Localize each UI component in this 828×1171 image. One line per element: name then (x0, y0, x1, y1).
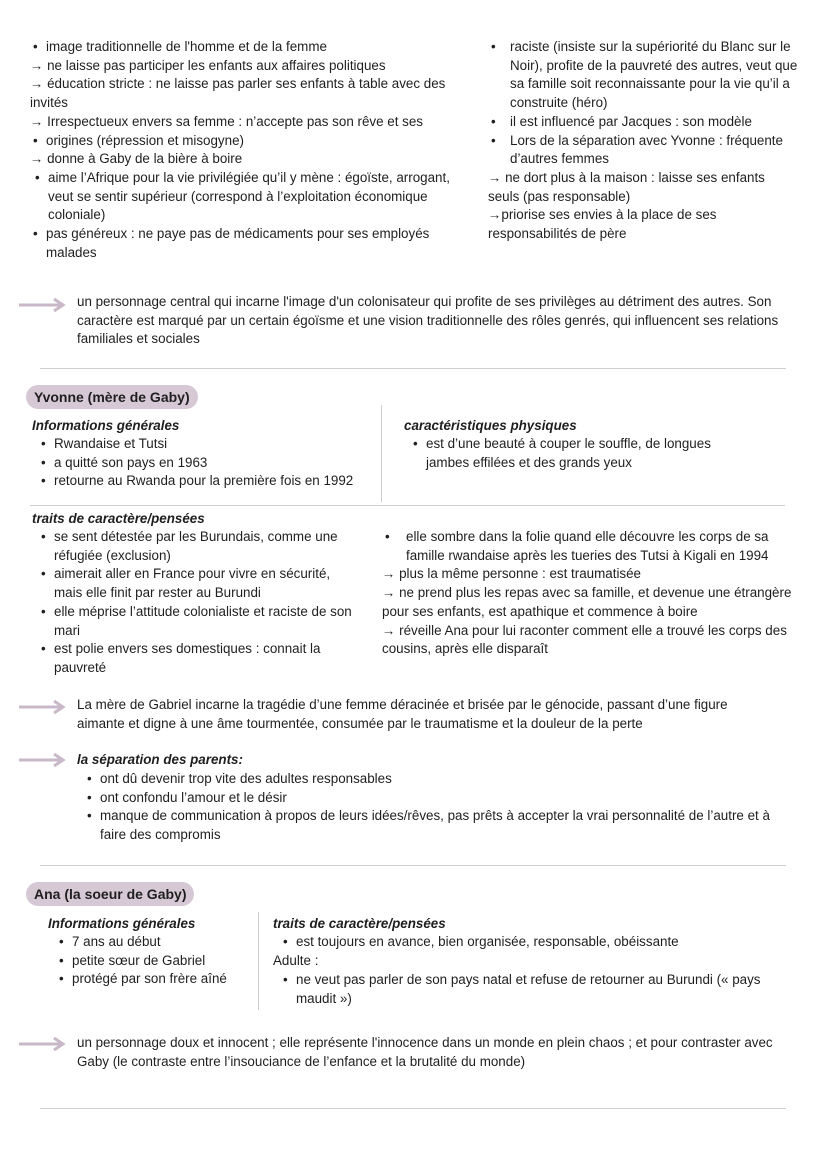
list-item: • 7 ans au début (56, 933, 256, 952)
yvonne-physical-list (410, 435, 740, 472)
list-item: • est d’une beauté à couper le souffle, de longues jambes effilées et des grands yeux (410, 435, 740, 472)
section-title-ana: Ana (la soeur de Gaby) (26, 882, 194, 906)
list-item: • elle méprise l’attitude colonialiste et raciste de son mari (38, 603, 354, 640)
list-item: • raciste (insiste sur la supériorité du Blanc sur le Noir), profite de la pauvreté des autres, veut que sa famille soit reconnaissante pour la vie qu’il a construite (héro) (488, 38, 798, 113)
column-divider (258, 912, 259, 1010)
arrow-icon (18, 699, 66, 715)
yvonne-traits-left (38, 528, 354, 678)
list-item: → Irrespectueux envers sa femme : n’accepte pas son rêve et ses (30, 113, 423, 129)
list-item: • ont confondu l’amour et le désir (84, 789, 789, 808)
list-item: • est polie envers ses domestiques : connait la pauvreté (38, 640, 354, 677)
yvonne-traits-heading: traits de caractère/pensées (32, 511, 205, 526)
list-item: • est toujours en avance, bien organisée, responsable, obéissante (280, 933, 780, 952)
arrow-icon (18, 297, 66, 313)
list-item: • image traditionnelle de l'homme et de la femme (30, 38, 470, 57)
ana-traits-list-1 (280, 933, 780, 952)
list-item: →priorise ses envies à la place de ses responsabilités de père (488, 207, 717, 242)
list-item: → ne prend plus les repas avec sa famille, et devenue une étrangère pour ses enfants, est apathique et commence à boire (382, 585, 792, 619)
yvonne-physical-heading: caractéristiques physiques (404, 418, 577, 433)
list-item: → réveille Ana pour lui raconter comment elle a trouvé les corps des cousins, après elle disparaît (382, 622, 787, 657)
ana-info-heading: Informations générales (48, 916, 196, 931)
ana-summary: un personnage doux et innocent ; elle représente l'innocence dans un monde en plein chaos ; et pour contraster avec Gaby (le contraste entre l’insouciance de l’enfance et la brutalité du monde) (77, 1035, 773, 1069)
father-right-column (488, 38, 798, 244)
list-item: • ne veut pas parler de son pays natal et refuse de retourner au Burundi (« pays maudit ») (280, 971, 785, 1008)
arrow-icon (18, 1036, 66, 1052)
separation-heading: la séparation des parents: (77, 752, 243, 767)
list-item: • Rwandaise et Tutsi (38, 435, 378, 454)
yvonne-info-list (38, 435, 378, 491)
list-item: • aimerait aller en France pour vivre en sécurité, mais elle finit par rester au Burundi (38, 565, 354, 602)
list-item: → donne à Gaby de la bière à boire (30, 151, 243, 167)
ana-traits-heading: traits de caractère/pensées (273, 916, 446, 931)
ana-adult-label: Adulte : (273, 953, 319, 968)
list-item: → ne laisse pas participer les enfants aux affaires politiques (30, 57, 386, 73)
divider (40, 1108, 786, 1109)
yvonne-info-heading: Informations générales (32, 418, 180, 433)
list-item: • pas généreux : ne paye pas de médicaments pour ses employés malades (30, 225, 470, 262)
divider (40, 368, 786, 369)
yvonne-summary: La mère de Gabriel incarne la tragédie d’une femme déracinée et brisée par le génocide, passant d’une figure aimante et digne à une âme tourmentée, consumée par le traumatisme et la douleur de la perte (77, 697, 728, 731)
ana-traits-list-2 (280, 971, 785, 1008)
list-item: • se sent détestée par les Burundais, comme une réfugiée (exclusion) (38, 528, 354, 565)
list-item: • Lors de la séparation avec Yvonne : fréquente d’autres femmes (488, 132, 798, 169)
list-item: • origines (répression et misogyne) (30, 132, 470, 151)
divider (30, 505, 785, 506)
father-summary: un personnage central qui incarne l'image d'un colonisateur qui profite de ses privilèges au détriment des autres. Son caractère est marqué par un certain égoïsme et une vision traditionnelle des rôles genrés, qui influencent ses relations familiales et sociales (77, 294, 779, 347)
list-item: • retourne au Rwanda pour la première fois en 1992 (38, 472, 378, 491)
divider (40, 865, 786, 866)
list-item: • ont dû devenir trop vite des adultes responsables (84, 770, 789, 789)
list-item: • il est influencé par Jacques : son modèle (488, 113, 798, 132)
yvonne-traits-right (382, 528, 792, 659)
separation-list (84, 770, 789, 845)
list-item: • protégé par son frère aîné (56, 970, 256, 989)
list-item: → éducation stricte : ne laisse pas parler ses enfants à table avec des invités (30, 76, 446, 111)
list-item: → ne dort plus à la maison : laisse ses enfants seuls (pas responsable) (488, 169, 765, 204)
ana-info-list (56, 933, 256, 989)
list-item: • aime l’Afrique pour la vie privilégiée qu’il y mène : égoïste, arrogant, veut se sentir supérieur (correspond à l’exploitation économique coloniale) (32, 169, 470, 225)
section-title-yvonne: Yvonne (mère de Gaby) (26, 385, 198, 409)
list-item: → plus la même personne : est traumatisée (382, 566, 642, 582)
father-left-column (30, 38, 470, 262)
list-item: • elle sombre dans la folie quand elle découvre les corps de sa famille rwandaise après les tueries des Tutsi à Kigali en 1994 (382, 528, 792, 565)
column-divider (381, 405, 382, 502)
list-item: • manque de communication à propos de leurs idées/rêves, pas prêts à accepter la vrai personnalité de l’autre et à faire des compromis (84, 807, 789, 844)
list-item: • a quitté son pays en 1963 (38, 454, 378, 473)
list-item: • petite sœur de Gabriel (56, 952, 256, 971)
arrow-icon (18, 752, 66, 768)
